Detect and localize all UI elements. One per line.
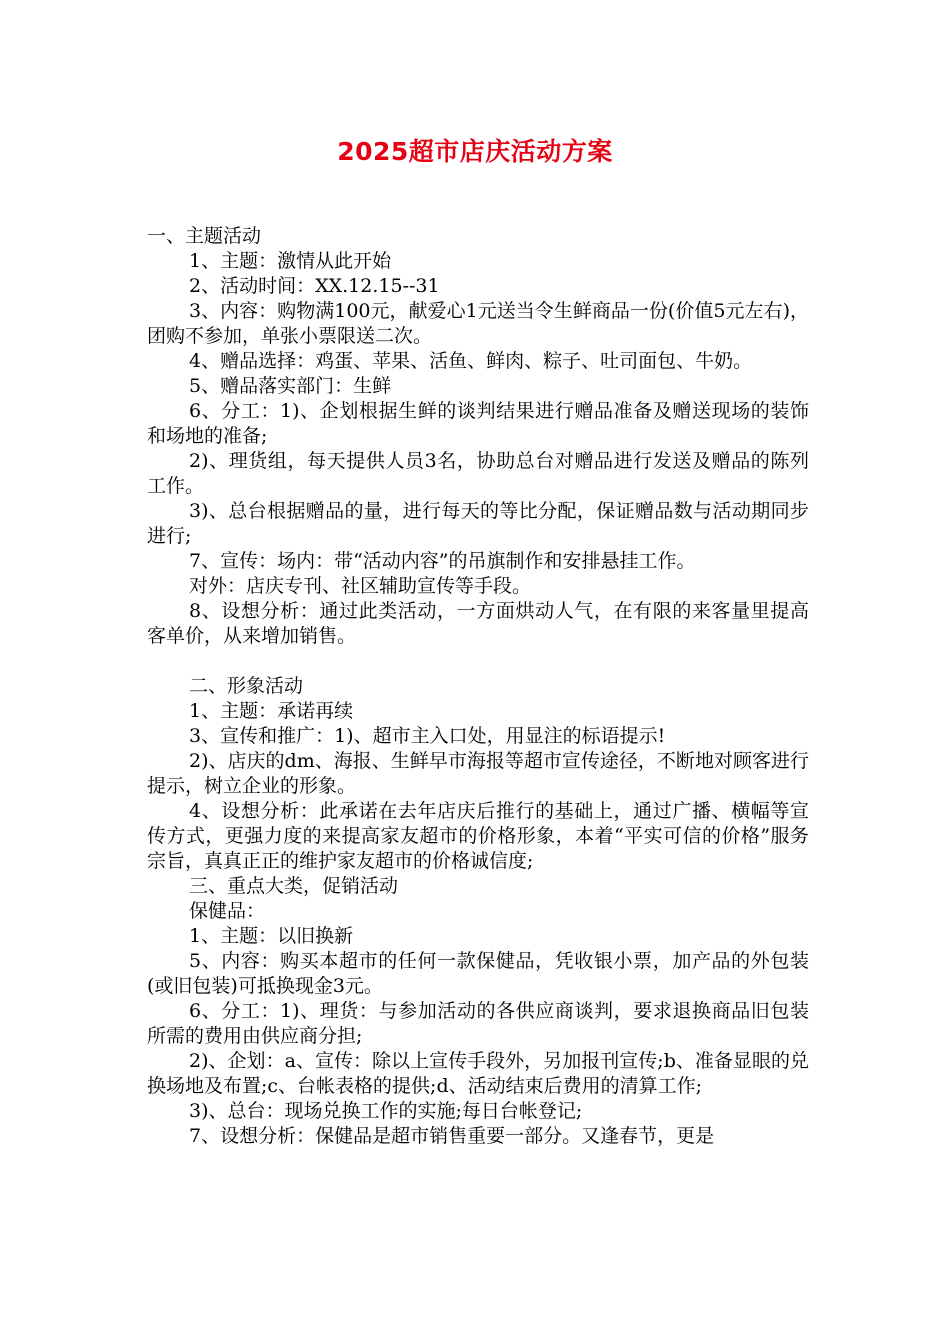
paragraph: 5、赠品落实部门：生鲜 — [189, 375, 392, 397]
paragraph: 2)、理货组，每天提供人员3名，协助总台对赠品进行发送及赠品的陈列工作。 — [147, 450, 809, 497]
paragraph: 3)、总台：现场兑换工作的实施;每日台帐登记; — [189, 1100, 583, 1122]
paragraph: 1、主题：激情从此开始 — [189, 250, 392, 272]
section-heading-2: 二、形象活动 — [189, 675, 304, 697]
paragraph: 7、宣传：场内：带“活动内容”的吊旗制作和安排悬挂工作。 — [189, 550, 696, 572]
paragraph: 3)、总台根据赠品的量，进行每天的等比分配，保证赠品数与活动期同步进行; — [147, 500, 809, 547]
paragraph: 7、设想分析：保健品是超市销售重要一部分。又逢春节，更是 — [189, 1125, 715, 1147]
paragraph: 2、活动时间：XX.12.15--31 — [189, 275, 440, 297]
document-title: 2025超市店庆活动方案 — [337, 137, 613, 166]
paragraph: 6、分工：1)、理货：与参加活动的各供应商谈判，要求退换商品旧包装所需的费用由供应商分担; — [147, 1000, 809, 1047]
paragraph: 8、设想分析：通过此类活动，一方面烘动人气，在有限的来客量里提高客单价，从来增加销售。 — [147, 600, 809, 647]
paragraph: 4、赠品选择：鸡蛋、苹果、活鱼、鲜肉、粽子、吐司面包、牛奶。 — [189, 350, 753, 372]
blank-line — [147, 649, 809, 674]
paragraph: 保健品： — [189, 900, 266, 922]
paragraph: 对外：店庆专刊、社区辅助宣传等手段。 — [189, 575, 532, 597]
paragraph: 3、宣传和推广：1)、超市主入口处，用显注的标语提示! — [189, 725, 666, 747]
paragraph: 6、分工：1)、企划根据生鲜的谈判结果进行赠品准备及赠送现场的装饰和场地的准备; — [147, 400, 809, 447]
paragraph: 3、内容：购物满100元，献爱心1元送当令生鲜商品一份(价值5元左右)，团购不参加，单张小票限送二次。 — [147, 300, 809, 347]
paragraph: 1、主题：以旧换新 — [189, 925, 354, 947]
paragraph: 1、主题：承诺再续 — [189, 700, 354, 722]
paragraph: 2)、店庆的dm、海报、生鲜早市海报等超市宣传途径，不断地对顾客进行提示，树立企业的形象。 — [147, 750, 809, 797]
section-heading-3: 三、重点大类，促销活动 — [189, 875, 399, 897]
document-body — [147, 224, 809, 1149]
paragraph: 2)、企划：a、宣传：除以上宣传手段外，另加报刊宣传;b、准备显眼的兑换场地及布置;c、台帐表格的提供;d、活动结束后费用的清算工作; — [147, 1050, 809, 1097]
section-heading-1: 一、主题活动 — [147, 225, 262, 247]
paragraph: 5、内容：购买本超市的任何一款保健品，凭收银小票，加产品的外包装(或旧包装)可抵换现金3元。 — [147, 950, 809, 997]
paragraph: 4、设想分析：此承诺在去年店庆后推行的基础上，通过广播、横幅等宣传方式，更强力度的来提高家友超市的价格形象，本着“平实可信的价格”服务宗旨，真真正正的维护家友超市的价格诚信度; — [147, 800, 809, 872]
